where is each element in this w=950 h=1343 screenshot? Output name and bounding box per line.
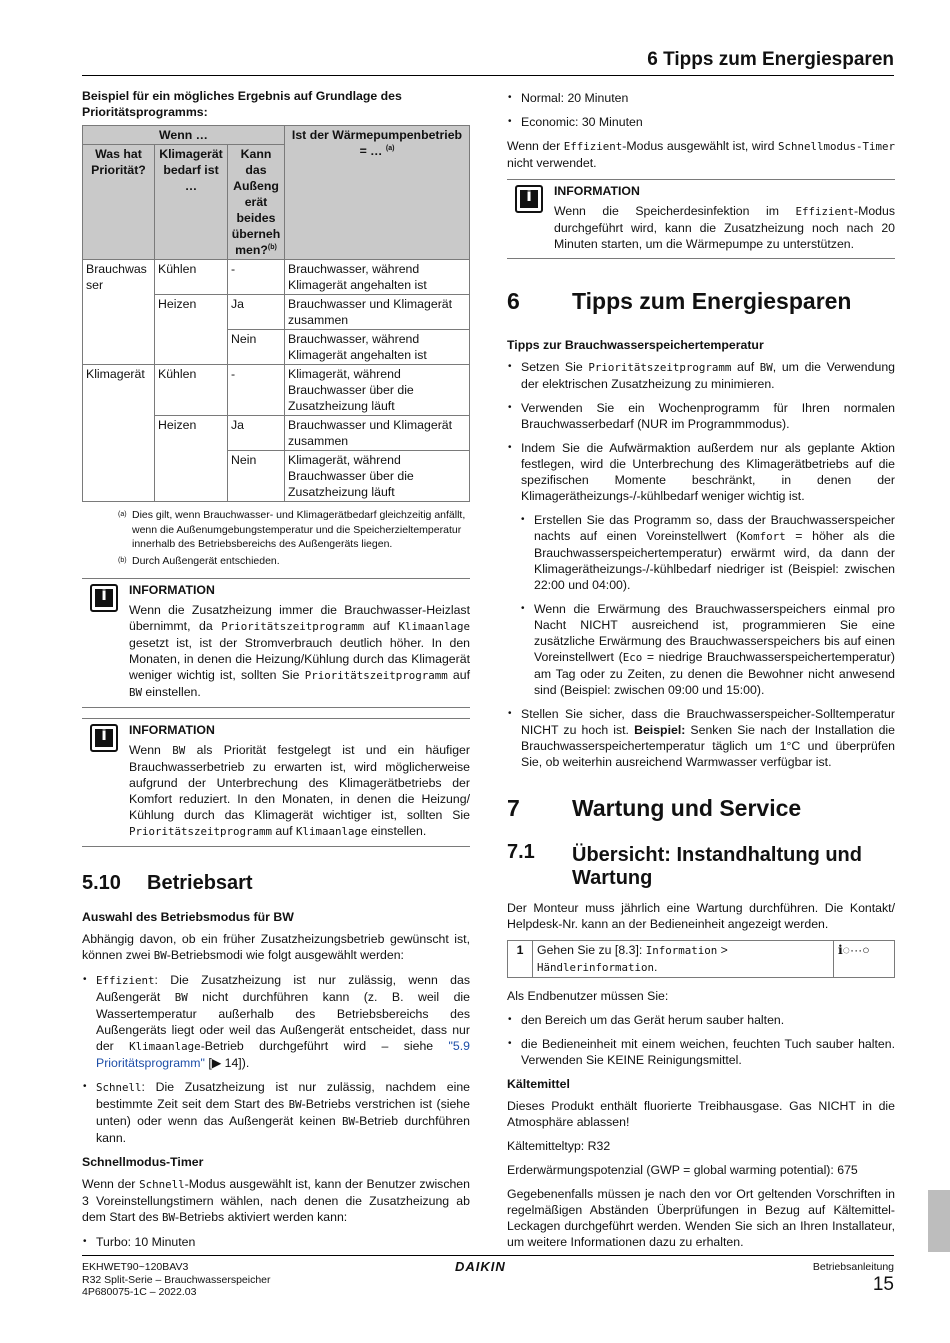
list-item: • Economic: 30 Minuten <box>507 114 895 130</box>
information-box: i INFORMATION Wenn BW als Priorität festgelegt ist und ein häufiger Brauchwasserbetrieb zu erwarten ist, wird möglicherweise aufgrund der Unterbrechung des Klimagerätbetriebs der Komfort reduziert. In den Monaten, in denen die Heizung/ Kühlung durch das Klimagerät wichtiger ist, sollten Sie Prioritätszeitprogramm auf Klimaanlage einstellen. <box>82 718 470 847</box>
table-row: Heizen Ja Brauchwasser und Klimagerät zusammen <box>83 416 470 451</box>
information-box: i INFORMATION Wenn die Speicherdesinfektion im Effizient-Modus durchgeführt wird, kann die Zusatzheizung noch nach 20 Minuten starten, um die Wärmepumpe zu unterstützen. <box>507 179 895 259</box>
table-row: 1 Gehen Sie zu [8.3]: Information > Händlerinformation. ℹ︎◌···○ <box>508 941 895 978</box>
priority-table <box>82 125 470 502</box>
list-item: • Turbo: 10 Minuten <box>82 1234 470 1250</box>
list-item: • die Bedieneinheit mit einem weichen, feuchten Tuch sauber halten. Verwenden Sie KEINE Reinigungsmittel. <box>507 1036 895 1068</box>
paragraph: Wenn der Effizient-Modus ausgewählt ist, wird Schnellmodus-Timer nicht verwendet. <box>507 139 895 170</box>
list-item: • Indem Sie die Aufwärmaktion außerdem nur als geplante Aktion festlegen, wird die Unterbrechung des Klimagerätbetriebs auf die spezifischen Momente beschränkt, in denen der Klimagerätheizungs-/-kühlbedarf weniger wichtig ist. <box>507 440 895 504</box>
footer-rule <box>82 1255 894 1256</box>
table-head-kann: Kann das Außeng erät beides überneh men?$^{(b)}$ <box>228 145 285 260</box>
paragraph: Kältemitteltyp: R32 <box>507 1139 611 1153</box>
header-rule <box>82 75 894 76</box>
page-header-title: 6 Tipps zum Energiesparen <box>647 49 894 70</box>
mode-list <box>82 972 470 1146</box>
paragraph: Erderwärmungspotenzial (GWP = global warming potential): 675 <box>507 1163 858 1177</box>
table-head-prio: Was hat Priorität? <box>83 145 155 260</box>
page-number: 15 <box>872 1274 894 1295</box>
list-item: • Erstellen Sie das Programm so, dass der Brauchwasserspeicher nachts auf einen Voreinstellwert (Komfort = höher als die Brauchwasserspeichertemperatur) erwärmt wird, da dann der Klimagerätheizungs-/-kühlbedarf niedriger ist (Beispiel: zwischen 22:00 und 04:00). <box>520 512 895 593</box>
footnote-b: (b) Durch Außengerät entschieden. <box>118 554 280 567</box>
list-item: • Schnell: Die Zusatzheizung ist nur zulässig, nachdem eine bestimmte Zeit seit dem Start des BW-Betriebs verstrichen ist (siehe unten) oder wenn das Außengerät keinen BW-Betrieb durchführen kann. <box>82 1079 470 1146</box>
table-head-ist: Ist der Wärmepumpenbetrieb = … $^{(a)}$ <box>285 126 470 260</box>
list-item: • Setzen Sie Prioritätszeitprogramm auf BW, um die Verwendung der elektrischen Zusatzheizung zu minimieren. <box>507 359 895 392</box>
chapter-tab-marker <box>928 1190 950 1252</box>
list-item: • Stellen Sie sicher, dass die Brauchwasserspeicher-Solltemperatur NICHT zu hoch ist. Beispiel: Senken Sie nach der Installation die Brauchwasserspeichertemperatur täglich um 1°C und überprüfen Sie, ob weiterhin ausreichend Warmwasser verfügbar ist. <box>507 706 895 770</box>
footer-right: Betriebsanleitung <box>812 1261 894 1273</box>
list-item: • Wenn die Erwärmung des Brauchwasserspeichers einmal pro Nacht NICHT ausreichend ist, programmieren Sie eine zusätzliche Erwärmung des Brauchwasserspeichers bis auf einen Voreinstellwert (Eco = niedrige Brauchwasserspeichertemperatur) am Tag oder zu Zeiten, zu denen die Bewohner nicht anwesend sind (Beispiel: zwischen 09:00 und 15:00). <box>520 601 895 698</box>
paragraph: Gegebenenfalls müssen je nach den vor Ort geltenden Vorschriften in regelmäßigen Abständen Überprüfungen in Bezug auf Kältemittel-Leckagen durchgeführt werden. Wenden Sie sich an Ihren Installateur, um weitere Informationen dazu zu erhalten. <box>507 1187 895 1249</box>
footnote-a: (a) Dies gilt, wenn Brauchwasser- und Klimagerätbedarf gleichzeitig anfällt, wenn die Außenumgebungstemperatur und die Speicherzieltemperatur innerhalb des Betriebsbereichs des Außengeräts liegen. <box>118 509 466 550</box>
paragraph: Der Monteur muss jährlich eine Wartung durchführen. Die Kontakt/ Helpdesk-Nr. kann an der Bedieneinheit angezeigt werden. <box>507 901 895 931</box>
section-heading-5-10: 5.10 Betriebsart <box>82 872 253 894</box>
paragraph: Dieses Produkt enthält fluorierte Treibhausgase. Gas NICHT in die Atmosphäre ablassen! <box>507 1099 895 1129</box>
list-item: • Effizient: Die Zusatzheizung ist nur zulässig, wenn das Außengerät BW nicht durchführen kann (z. B. weil die Wassertemperatur außerhalb des Betriebsbereichs des Außengeräts liegt oder weil das Außengerät entscheidet, dass nur der Klimaanlage-Betrieb durchgeführt wird – siehe "5.9 Prioritätsprogramm" [▶ 14]). <box>82 972 470 1071</box>
subheading: Kältemittel <box>507 1077 570 1091</box>
list-item: • den Bereich um das Gerät herum sauber halten. <box>507 1012 895 1028</box>
left-column <box>82 88 470 1258</box>
table-row: Brauchwas ser Kühlen - Brauchwasser, während Klimagerät angehalten ist <box>83 260 470 295</box>
list-item: • Normal: 20 Minuten <box>507 90 895 106</box>
table-caption: Beispiel für ein mögliches Ergebnis auf Grundlage des Prioritätsprogramms: <box>82 89 402 119</box>
table-row: Nein Brauchwasser, während Klimagerät angehalten ist <box>83 330 470 365</box>
table-head-wenn: Wenn … <box>83 126 285 145</box>
paragraph: Abhängig davon, ob ein früher Zusatzheizungsbetrieb gewünscht ist, können zwei BW-Betriebsmodi wie folgt ausgewählt werden: <box>82 932 470 962</box>
step-table <box>507 940 895 978</box>
paragraph: Wenn der Schnell-Modus ausgewählt ist, kann der Benutzer zwischen 3 Voreinstellungstimern wählen, nach denen die Zusatzheizung ab dem Start des BW-Betriebs aktiviert werden kann: <box>82 1177 470 1224</box>
information-icon <box>515 185 543 213</box>
table-head-klima: Klimagerät bedarf ist … <box>155 145 228 260</box>
paragraph: Als Endbenutzer müssen Sie: <box>507 989 669 1003</box>
table-row: Klimagerät Kühlen - Klimagerät, während Brauchwasser über die Zusatzheizung läuft <box>83 365 470 416</box>
list-item: • Verwenden Sie ein Wochenprogramm für Ihren normalen Brauchwasserbedarf (NUR im Programmmodus). <box>507 400 895 432</box>
table-row: Nein Klimagerät, während Brauchwasser über die Zusatzheizung läuft <box>83 451 470 502</box>
subheading: Tipps zur Brauchwasserspeichertemperatur <box>507 338 764 352</box>
table-row: Heizen Ja Brauchwasser und Klimagerät zusammen <box>83 295 470 330</box>
information-box: i INFORMATION Wenn die Zusatzheizung immer die Brauchwasser-Heizlast übernimmt, da Prioritätszeitprogramm auf Klimaanlage gesetzt ist, ist der Stromverbrauch deutlich höher. In den Monaten, in denen die Heizung/Kühlung durch das Klimagerät weniger wichtig ist, sollten Sie Prioritätszeitprogramm auf BW einstellen. <box>82 578 470 708</box>
right-column <box>507 90 895 1258</box>
controller-symbol-icon: ℹ︎◌···○ <box>834 941 895 978</box>
daikin-logo: DAIKIN <box>455 1259 506 1274</box>
footer-left: EKHWET90~120BAV3 R32 Split-Serie – Brauchwasserspeicher 4P680075-1C – 2022.03 <box>82 1261 271 1298</box>
subheading: Auswahl des Betriebsmodus für BW <box>82 910 294 924</box>
chapter-heading-7: 7 Wartung und Service <box>507 795 802 821</box>
section-heading-7-1: 7.1 Übersicht: Instandhaltung und Wartung <box>507 841 862 889</box>
subheading: Schnellmodus-Timer <box>82 1155 204 1169</box>
information-icon <box>90 724 118 752</box>
information-icon <box>90 584 118 612</box>
prioritaetsprogramm-link[interactable]: "5.9 Prioritätsprogramm" <box>96 1039 470 1070</box>
chapter-heading-6: 6 Tipps zum Energiesparen <box>507 288 852 314</box>
